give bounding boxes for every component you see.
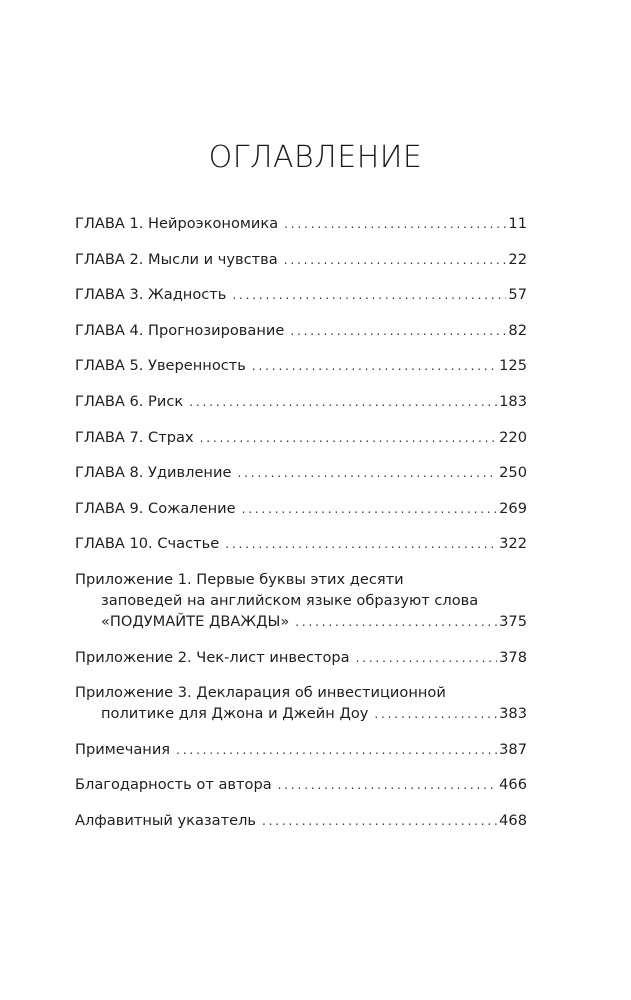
toc-list	[75, 213, 527, 846]
toc-leader-dots	[278, 775, 497, 796]
toc-entry-label: Благодарность от автора	[75, 776, 272, 794]
toc-entry-line	[75, 703, 527, 725]
toc-entry-label: ГЛАВА 5. Уверенность	[75, 357, 246, 375]
toc-entry-line	[75, 498, 527, 520]
toc-entry-page: 383	[499, 705, 527, 723]
toc-entry-chapter-5[interactable]	[75, 355, 527, 377]
toc-entry-page: 378	[499, 648, 527, 666]
toc-entry-page: 22	[508, 250, 527, 268]
toc-entry-line	[75, 810, 527, 832]
toc-entry-page: 125	[499, 357, 527, 375]
toc-leader-dots	[356, 648, 498, 669]
toc-entry-line	[75, 213, 527, 235]
toc-entry-line	[75, 355, 527, 377]
toc-entry-line	[75, 739, 527, 761]
toc-entry-notes[interactable]	[75, 739, 527, 761]
toc-entry-page: 387	[499, 740, 527, 758]
toc-entry-page: 11	[508, 215, 527, 232]
toc-entry-label: Приложение 3. Декларация об инвестиционной	[75, 684, 446, 702]
toc-entry-line	[75, 590, 527, 611]
toc-entry-label: «ПОДУМАЙТЕ ДВАЖДЫ»	[101, 612, 290, 630]
toc-entry-label: ГЛАВА 8. Удивление	[75, 464, 232, 482]
toc-entry-label: ГЛАВА 6. Риск	[75, 392, 184, 410]
toc-leader-dots	[189, 392, 497, 413]
toc-leader-dots	[237, 463, 497, 484]
toc-entry-label: ГЛАВА 10. Счастье	[75, 535, 220, 553]
toc-entry-label: политике для Джона и Джейн Доу	[101, 705, 369, 723]
toc-entry-index[interactable]	[75, 810, 527, 832]
toc-entry-appendix-1[interactable]	[75, 569, 527, 633]
toc-entry-label: ГЛАВА 2. Мысли и чувства	[75, 250, 278, 268]
toc-entry-chapter-3[interactable]	[75, 284, 527, 306]
toc-entry-line	[75, 320, 527, 342]
toc-leader-dots	[200, 428, 498, 449]
toc-entry-line	[75, 774, 527, 796]
toc-entry-page: 322	[499, 535, 527, 553]
toc-entry-chapter-1[interactable]	[75, 213, 527, 235]
toc-entry-page: 183	[499, 392, 527, 410]
toc-entry-page: 57	[508, 286, 527, 304]
toc-entry-page: 375	[499, 612, 527, 630]
toc-leader-dots	[232, 285, 506, 306]
toc-entry-line	[75, 682, 527, 703]
toc-leader-dots	[176, 740, 497, 761]
toc-entry-label: ГЛАВА 9. Сожаление	[75, 499, 236, 517]
toc-entry-chapter-10[interactable]	[75, 533, 527, 555]
toc-entry-line	[75, 611, 527, 633]
toc-entry-line	[75, 249, 527, 271]
toc-entry-chapter-6[interactable]	[75, 391, 527, 413]
toc-entry-label: ГЛАВА 1. Нейроэкономика	[75, 215, 279, 232]
toc-entry-page: 269	[499, 499, 527, 517]
toc-entry-chapter-4[interactable]	[75, 320, 527, 342]
toc-leader-dots	[284, 214, 506, 235]
toc-entry-appendix-3[interactable]	[75, 682, 527, 725]
toc-entry-label: заповедей на английском языке образуют слова	[101, 591, 479, 609]
toc-leader-dots	[374, 704, 497, 725]
toc-entry-label: Приложение 1. Первые буквы этих десяти	[75, 570, 404, 588]
toc-leader-dots	[252, 356, 497, 377]
toc-entry-label: Примечания	[75, 740, 171, 758]
toc-entry-line	[75, 427, 527, 449]
toc-entry-acknowledgements[interactable]	[75, 774, 527, 796]
toc-entry-page: 250	[499, 464, 527, 482]
toc-entry-chapter-2[interactable]	[75, 249, 527, 271]
toc-leader-dots	[290, 321, 506, 342]
toc-entry-label: ГЛАВА 4. Прогнозирование	[75, 321, 285, 339]
toc-entry-label: ГЛАВА 7. Страх	[75, 428, 194, 446]
toc-entry-page: 468	[499, 811, 527, 829]
toc-entry-line	[75, 533, 527, 555]
toc-entry-line	[75, 462, 527, 484]
toc-entry-chapter-8[interactable]	[75, 462, 527, 484]
toc-entry-page: 220	[499, 428, 527, 446]
toc-entry-appendix-2[interactable]	[75, 647, 527, 669]
toc-title: ОГЛАВЛЕНИЕ	[208, 140, 423, 175]
toc-entry-label: Приложение 2. Чек-лист инвестора	[75, 648, 350, 666]
toc-entry-line	[75, 647, 527, 669]
toc-leader-dots	[242, 499, 498, 520]
toc-leader-dots	[295, 612, 497, 633]
toc-leader-dots	[225, 534, 497, 555]
toc-entry-line	[75, 284, 527, 306]
toc-entry-line	[75, 569, 527, 590]
toc-leader-dots	[262, 811, 497, 832]
toc-entry-line	[75, 391, 527, 413]
toc-entry-label: ГЛАВА 3. Жадность	[75, 286, 227, 304]
toc-entry-page: 466	[499, 776, 527, 794]
toc-entry-chapter-9[interactable]	[75, 498, 527, 520]
toc-leader-dots	[284, 250, 507, 271]
toc-entry-page: 82	[508, 321, 527, 339]
toc-entry-label: Алфавитный указатель	[75, 811, 257, 829]
toc-entry-chapter-7[interactable]	[75, 427, 527, 449]
